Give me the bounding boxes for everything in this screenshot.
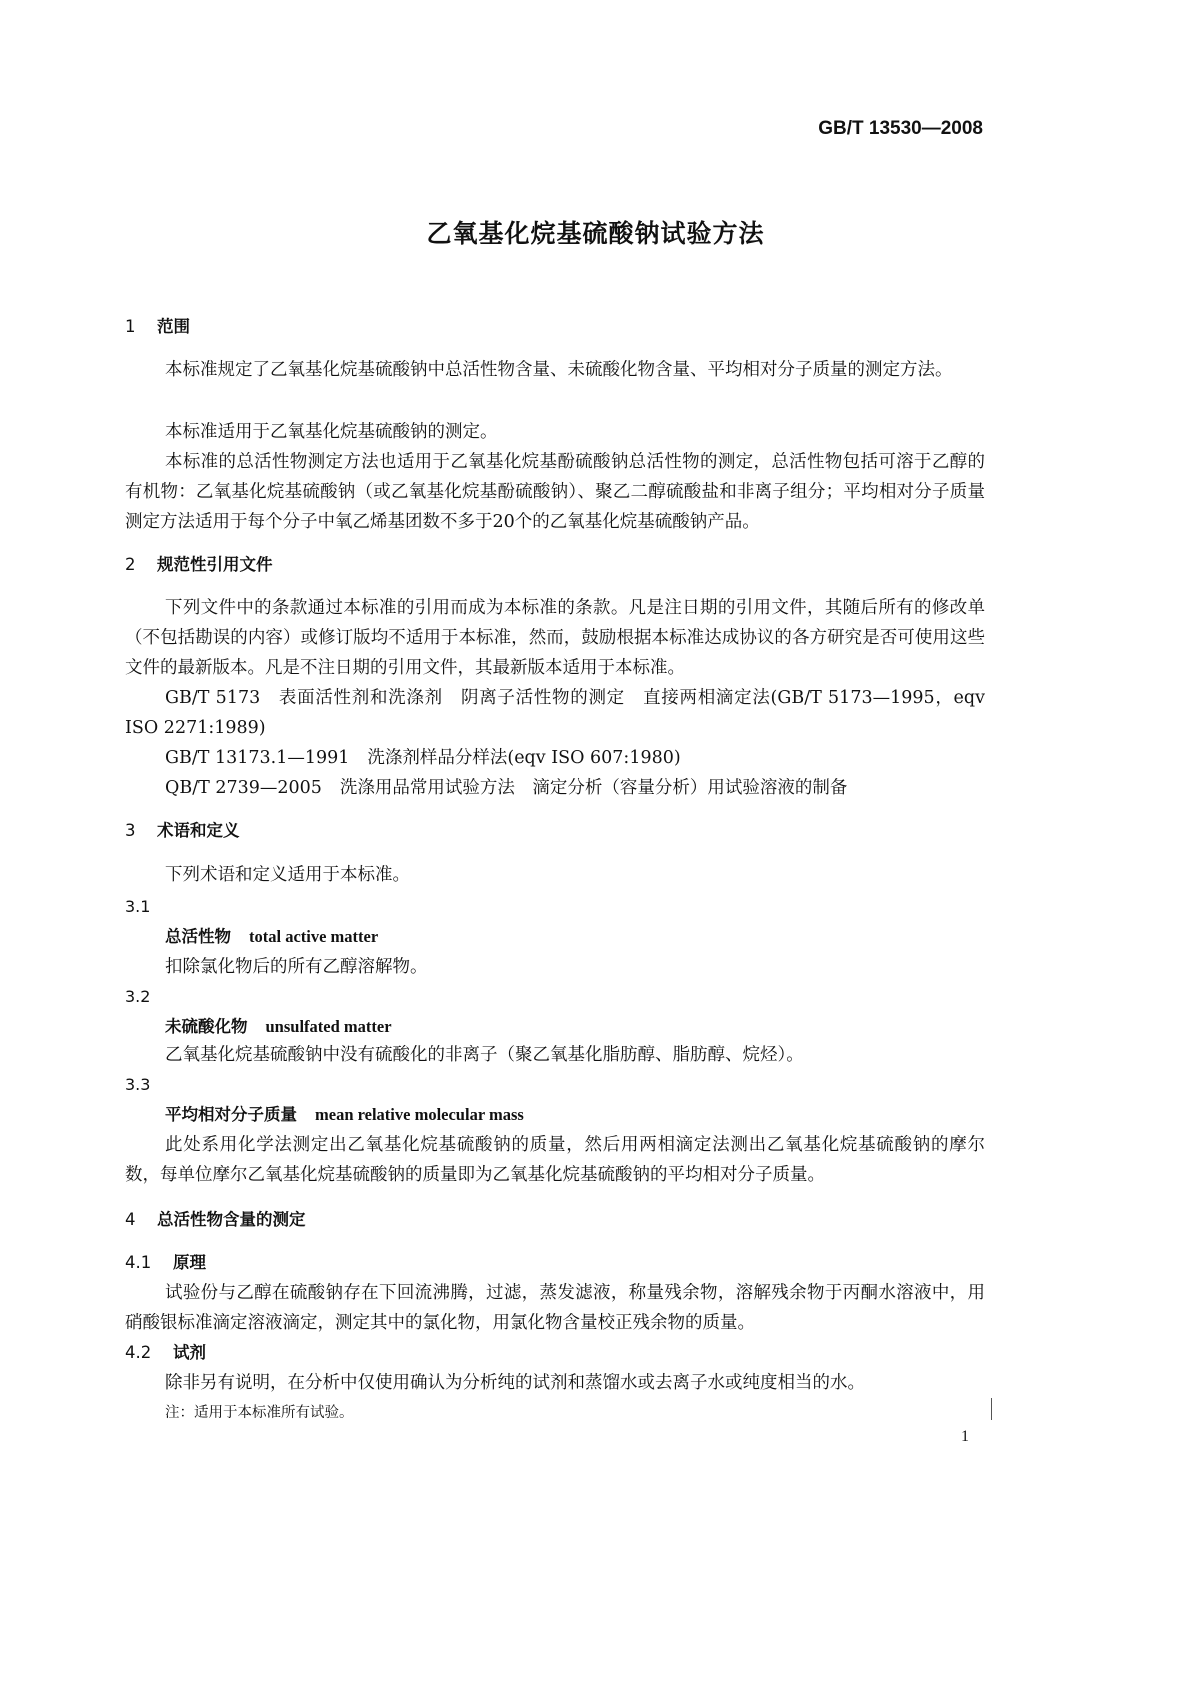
paragraph: 下列文件中的条款通过本标准的引用而成为本标准的条款。凡是注日期的引用文件，其随后所有的修改单（不包括勘误的内容）或修订版均不适用于本标准，然而，鼓励根据本标准达成协议的各方研究是否可使用这些文件的最新版本。凡是不注日期的引用文件，其最新版本适用于本标准。 — [125, 598, 985, 678]
section-number: 3 — [125, 821, 136, 840]
paragraph: 下列术语和定义适用于本标准。 — [165, 865, 410, 885]
note: 注：适用于本标准所有试验。 — [165, 1405, 354, 1421]
term-definition: 乙氧基化烷基硫酸钠中没有硫酸化的非离子（聚乙氧基化脂肪醇、脂肪醇、烷烃）。 — [165, 1045, 804, 1065]
subsection-title: 试剂 — [173, 1343, 206, 1362]
term-heading — [165, 1012, 985, 1042]
section-1-heading — [125, 312, 985, 342]
paragraph: 除非另有说明，在分析中仅使用确认为分析纯的试剂和蒸馏水或去离子水或纯度相当的水。 — [165, 1373, 865, 1393]
reference-title: 洗涤用品常用试验方法 滴定分析（容量分析）用试验溶液的制备 — [339, 778, 848, 798]
paragraph: 试验份与乙醇在硫酸钠存在下回流沸腾，过滤，蒸发滤液，称量残余物，溶解残余物于丙酮水溶液中，用硝酸银标准滴定溶液滴定，测定其中的氯化物，用氯化物含量校正残余物的质量。 — [125, 1283, 985, 1333]
term-number: 3.1 — [125, 897, 151, 916]
reference-code: QB/T 2739—2005 — [165, 778, 322, 798]
subsection-title: 原理 — [173, 1253, 206, 1272]
section-title: 术语和定义 — [157, 821, 240, 840]
section-title: 规范性引用文件 — [157, 555, 273, 574]
subsection-number: 4.2 — [125, 1343, 152, 1362]
term-heading — [165, 1100, 985, 1130]
subsection-4-2-heading — [125, 1338, 985, 1368]
section-number: 2 — [125, 555, 136, 574]
paragraph: 本标准规定了乙氧基化烷基硫酸钠中总活性物含量、未硫酸化物含量、平均相对分子质量的测定方法。 — [165, 360, 953, 380]
term-definition: 扣除氯化物后的所有乙醇溶解物。 — [165, 957, 428, 977]
term-zh: 未硫酸化物 — [165, 1017, 248, 1036]
reference-item — [125, 743, 985, 773]
paragraph: 本标准的总活性物测定方法也适用于乙氧基化烷基酚硫酸钠总活性物的测定，总活性物包括可溶于乙醇的有机物：乙氧基化烷基硫酸钠（或乙氧基化烷基酚硫酸钠）、聚乙二醇硫酸盐和非离子组分；平均相对分子质量测定方法适用于每个分子中氧乙烯基团数不多于20个的乙氧基化烷基硫酸钠产品。 — [125, 452, 985, 532]
term-en: mean relative molecular mass — [315, 1105, 524, 1124]
reference-title: 洗涤剂样品分样法(eqv ISO 607:1980) — [367, 748, 681, 768]
section-3-heading — [125, 816, 985, 846]
section-number: 4 — [125, 1210, 136, 1229]
reference-title: 表面活性剂和洗涤剂 阴离子活性物的测定 直接两相滴定法(GB/T 5173—1995，eqv ISO 2271:1989) — [125, 688, 985, 738]
standard-number: GB/T 13530—2008 — [818, 118, 983, 139]
section-title: 范围 — [157, 317, 190, 336]
reference-item — [125, 773, 985, 803]
section-title: 总活性物含量的测定 — [157, 1210, 306, 1229]
term-number: 3.2 — [125, 987, 151, 1006]
term-en: unsulfated matter — [265, 1017, 392, 1036]
subsection-number: 4.1 — [125, 1253, 152, 1272]
paragraph: 本标准适用于乙氧基化烷基硫酸钠的测定。 — [165, 422, 498, 442]
change-bar — [991, 1398, 992, 1420]
term-zh: 平均相对分子质量 — [165, 1105, 297, 1124]
term-number: 3.3 — [125, 1075, 151, 1094]
section-2-heading — [125, 550, 985, 580]
term-zh: 总活性物 — [165, 927, 231, 946]
term-heading — [165, 922, 985, 952]
term-definition: 此处系用化学法测定出乙氧基化烷基硫酸钠的质量，然后用两相滴定法测出乙氧基化烷基硫酸钠的摩尔数，每单位摩尔乙氧基化烷基硫酸钠的质量即为乙氧基化烷基硫酸钠的平均相对分子质量。 — [125, 1135, 985, 1185]
subsection-4-1-heading — [125, 1248, 985, 1278]
section-number: 1 — [125, 317, 136, 336]
reference-item — [125, 683, 985, 743]
document-title: 乙氧基化烷基硫酸钠试验方法 — [426, 219, 765, 248]
reference-code: GB/T 13173.1—1991 — [165, 748, 350, 768]
page-number: 1 — [961, 1428, 969, 1445]
reference-code: GB/T 5173 — [165, 688, 261, 708]
section-4-heading — [125, 1205, 985, 1235]
term-en: total active matter — [249, 927, 379, 946]
